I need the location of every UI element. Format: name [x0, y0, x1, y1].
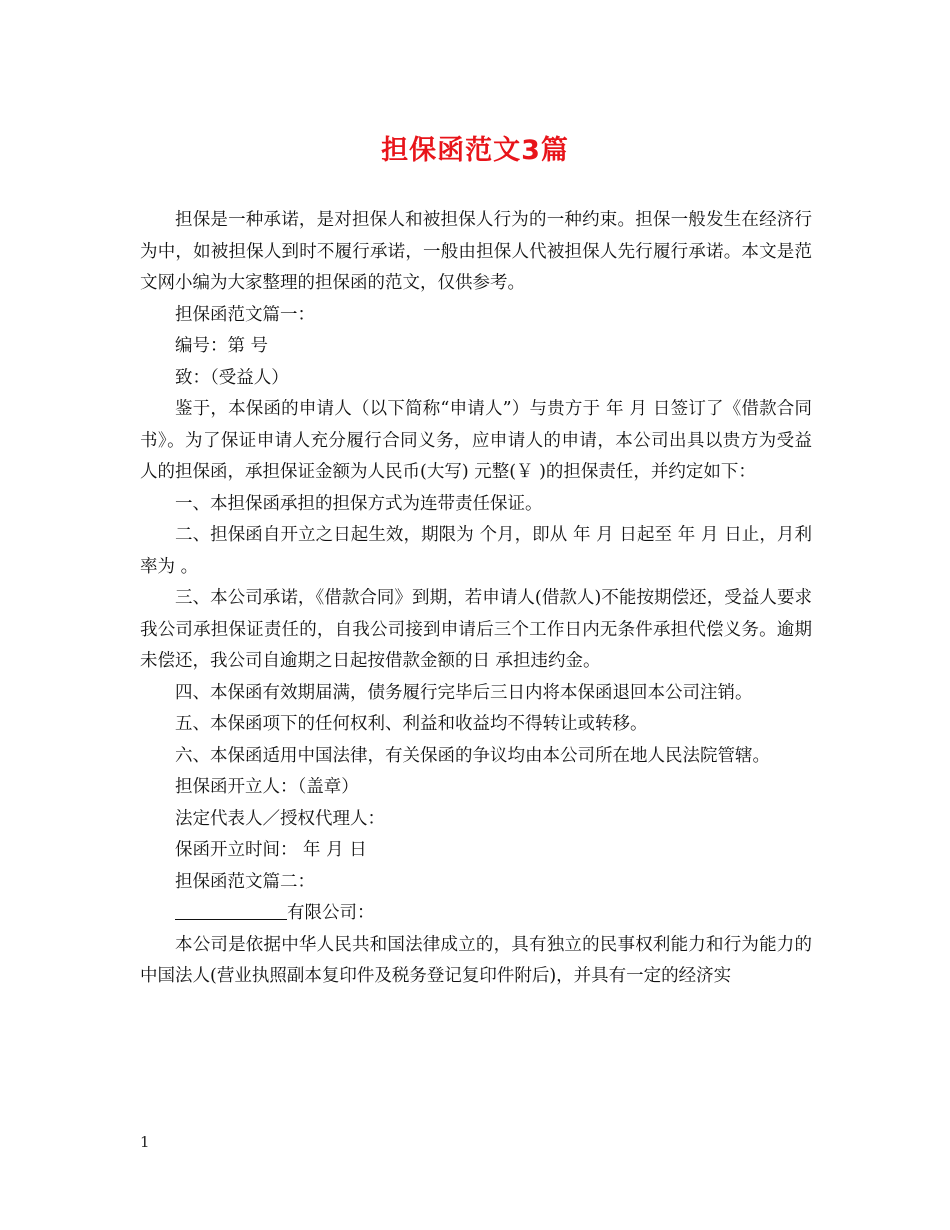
issuer-line: 担保函开立人：（盖章） — [175, 777, 359, 797]
clause-two: 二、担保函自开立之日起生效，期限为 个月，即从 年 月 日起至 年 月 日止，月利率为 。 — [140, 525, 812, 577]
clause-five: 五、本保函项下的任何权利、利益和收益均不得转让或转移。 — [175, 714, 648, 734]
whereas-paragraph: 鉴于，本保函的申请人（以下简称“申请人”）与贵方于 年 月 日签订了《借款合同书》。为了保证申请人充分履行合同义务，应申请人的申请，本公司出具以贵方为受益人的担保函，承担保证金额为人民币(大写) 元整(￥ )的担保责任，并约定如下： — [140, 399, 812, 482]
company-name-blank — [175, 899, 287, 920]
recipient-line: 致：（受益人） — [175, 367, 289, 388]
section-heading-two: 担保函范文篇二： — [175, 871, 315, 892]
legal-representative-line: 法定代表人／授权代理人： — [175, 808, 385, 829]
page-number: 1 — [140, 1133, 150, 1151]
document-title: 担保函范文3篇 — [381, 135, 569, 166]
document-body — [140, 205, 812, 993]
company-address-line — [140, 898, 812, 930]
clause-one: 一、本担保函承担的担保方式为连带责任保证。 — [175, 493, 543, 514]
reference-number-line: 编号：第 号 — [175, 336, 269, 356]
intro-paragraph: 担保是一种承诺，是对担保人和被担保人行为的一种约束。担保一般发生在经济行为中，如被担保人到时不履行承诺，一般由担保人代被担保人先行履行承诺。本文是范文网小编为大家整理的担保函的范文，仅供参考。 — [140, 210, 812, 293]
section-heading-one: 担保函范文篇一： — [175, 304, 315, 325]
clause-six: 六、本保函适用中国法律，有关保函的争议均由本公司所在地人民法院管辖。 — [175, 745, 770, 766]
clause-four: 四、本保函有效期届满，债务履行完毕后三日内将本保函退回本公司注销。 — [175, 682, 753, 703]
issue-date-line: 保函开立时间： 年 月 日 — [175, 840, 367, 860]
company-statement-paragraph: 本公司是依据中华人民共和国法律成立的，具有独立的民事权利能力和行为能力的中国法人(营业执照副本复印件及税务登记复印件附后)，并具有一定的经济实 — [140, 934, 812, 986]
clause-three: 三、本公司承诺，《借款合同》到期，若申请人(借款人)不能按期偿还，受益人要求我公司承担保证责任的，自我公司接到申请后三个工作日内无条件承担代偿义务。逾期未偿还，我公司自逾期之日起按借款金额的日 承担违约金。 — [140, 588, 812, 671]
company-line-suffix: 有限公司： — [287, 903, 375, 923]
